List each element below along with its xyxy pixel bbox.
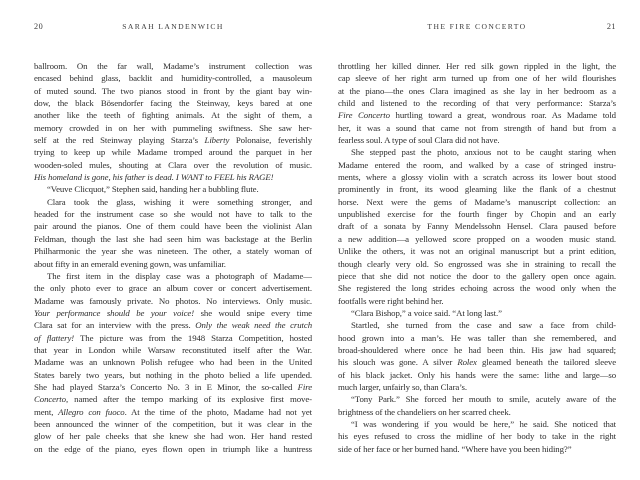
text-line: pair around the pianos. One of them could have been the violinist Alan (34, 221, 312, 232)
text-line: Madame entered the room, and walked by a case of stringed instru- (338, 159, 616, 170)
text-line: cap sleeve of her right arm turned up from one of her wild flourishes (338, 73, 616, 84)
text-line: fearless soul. A type of soul Clara did not have. (338, 135, 500, 146)
left-text-column (34, 60, 312, 455)
text-line: trying to keep up while Madame tromped around the parquet in her (34, 147, 312, 158)
text-line: She had played Starza’s Concerto No. 3 in E Minor, the so-called Fire (34, 381, 312, 392)
text-line: child and listened to the recording of that very performance: Starza’s (338, 98, 616, 109)
text-line: much larger, unfairly so, than Clara’s. (338, 381, 467, 392)
text-line: Clara sat for an interview with the press. Only the weak need the crutch (34, 320, 312, 331)
text-line: The first item in the display case was a photograph of Madame— (47, 270, 312, 281)
text-line: States barely two years, but nothing in the photo belied a life upended. (34, 369, 312, 380)
text-line: encased behind glass, backlit and humidity-controlled, a mausoleum (34, 73, 312, 84)
text-line: Startled, she turned from the case and saw a face from child- (351, 320, 616, 331)
text-line: piece that she did not notice the door to the gallery open once again. (338, 270, 616, 281)
text-line: throttling her killed dinner. Her red silk gown rippled in the light, the (338, 61, 616, 71)
text-line: glow of her pale cheeks that she knew she had won. Her hand rested (34, 431, 312, 442)
text-line: though clearly very old. So engrossed was she in straining to recall the (338, 258, 616, 269)
text-line: side of her face or her burned hand. “Where have you been hiding?” (338, 443, 572, 454)
text-line: the only photo ever to grace an album cover or concert advertisement. (34, 283, 312, 294)
right-page-header (338, 22, 616, 32)
text-line: “Tony Park.” She forced her mouth to smile, acutely aware of the (351, 394, 616, 405)
text-line: footfalls were right behind her. (338, 295, 444, 306)
text-line: her, it was a sound that came not from strength of hand but from a (338, 122, 616, 133)
text-line: broad-shouldered where once he had been thin. His jaw had squared; (338, 344, 616, 355)
text-line: his slouch was gone. A silver Rolex gleamed beneath the tailored sleeve (338, 357, 616, 368)
text-line: been announced the winner of the competition, but it was clear in the (34, 418, 312, 429)
text-line: Philharmonic the year she was nineteen. The other, a stately woman of (34, 246, 312, 257)
text-line: wooden-soled mules, shouting at Clara over the revolution of music. (34, 159, 312, 170)
left-page-number: 20 (34, 22, 44, 31)
text-line: Madame was an unknown Polish refugee who had been in the United (34, 357, 312, 368)
text-line: Feldman, though the last she had seen him was backstage at the Berlin (34, 233, 312, 244)
right-page (320, 0, 640, 480)
text-line: Your performance should be your voice! she would snipe every time (34, 307, 312, 318)
right-text-column (338, 60, 616, 455)
text-line: ment, Allegro con fuoco. At the time of the photo, Madame had not yet (34, 406, 312, 417)
text-line: Clara took the glass, wishing it were something stronger, and (47, 196, 312, 207)
text-line: unpublished exercise for the fourth finger by Chopin and an early (338, 209, 616, 220)
text-line: memory crowded in on her with pummeling swiftness. She saw her- (34, 122, 312, 133)
text-line: Unlike the others, it was not an original manuscript but a print edition, (338, 246, 616, 257)
text-line: that year in London while Warsaw reconstituted itself after the War. (34, 344, 312, 355)
text-line: ments, where a glossy violin with a scratch across its lower bout stood (338, 172, 616, 183)
text-line: of muted sound. The two pianos stood in front by the giant bay win- (34, 85, 312, 96)
text-line: His homeland is gone, his father is dead. I WANT to FEEL his RAGE! (34, 172, 274, 183)
text-line: his eyes refused to cross the midline of her body to take in the right (338, 431, 616, 442)
text-line: brightness of the chandeliers on her scarred cheek. (338, 406, 511, 417)
text-line: horse. Next were the gems of Madame’s manuscript collection: an (338, 196, 616, 207)
running-header-title: THE FIRE CONCERTO (427, 22, 527, 31)
left-page-header (34, 22, 312, 32)
text-line: Fire Concerto hurtling toward a great, wondrous roar. As Madame told (338, 110, 616, 121)
text-line: prominently in front, its wood gleaming like the flank of a chestnut (338, 184, 616, 195)
text-line: of flattery! The picture was from the 1948 Starza Competition, hosted (34, 332, 312, 343)
text-line: at the piano—the ones Clara imagined as she lay in her bedroom as a (338, 85, 616, 96)
text-line: about fifty in an emerald evening gown, was unfamiliar. (34, 258, 226, 269)
right-page-number: 21 (606, 22, 616, 31)
text-line: headed for the instrument case so she would not have to talk to the (34, 209, 312, 220)
text-line: “Veuve Clicquot,” Stephen said, handing her a bubbling flute. (47, 184, 259, 195)
text-line: She stepped past the photo, anxious not to be caught staring when (351, 147, 616, 158)
text-line: Madame was famously private. No photos. No interviews. Only music. (34, 295, 312, 306)
running-header-author: SARAH LANDENWICH (122, 22, 224, 31)
text-line: ballroom. On the far wall, Madame’s instrument collection was (34, 61, 312, 71)
text-line: dow, the black Bösendorfer facing the Steinway, keys bared at one (34, 98, 312, 109)
text-line: a new addition—a yellowed score propped on a wooden music stand. (338, 233, 616, 244)
text-line: She registered the long strides echoing across the wood only when the (338, 283, 616, 294)
text-line: “I was wondering if you would be here,” he said. She noticed that (351, 418, 616, 429)
text-line: on the edge of the piano, eyes flown open in triumph like a huntress (34, 443, 312, 454)
text-line: Concerto, named after the tempo marking of its explosive first move- (34, 394, 312, 405)
text-line: self at the red Steinway playing Starza’s Liberty Polonaise, feverishly (34, 135, 312, 146)
text-line: of his black jacket. Only his hands were the same: lithe and large—so (338, 369, 616, 380)
text-line: hood grown into a man’s. He was taller than she remembered, and (338, 332, 616, 343)
text-line: draft of a sonata by Fanny Mendelssohn Hensel. Clara paused before (338, 221, 616, 232)
text-line: another like the teeth of fighting animals. At the sight of them, a (34, 110, 312, 121)
text-line: “Clara Bishop,” a voice said. “At long last.” (351, 307, 502, 318)
